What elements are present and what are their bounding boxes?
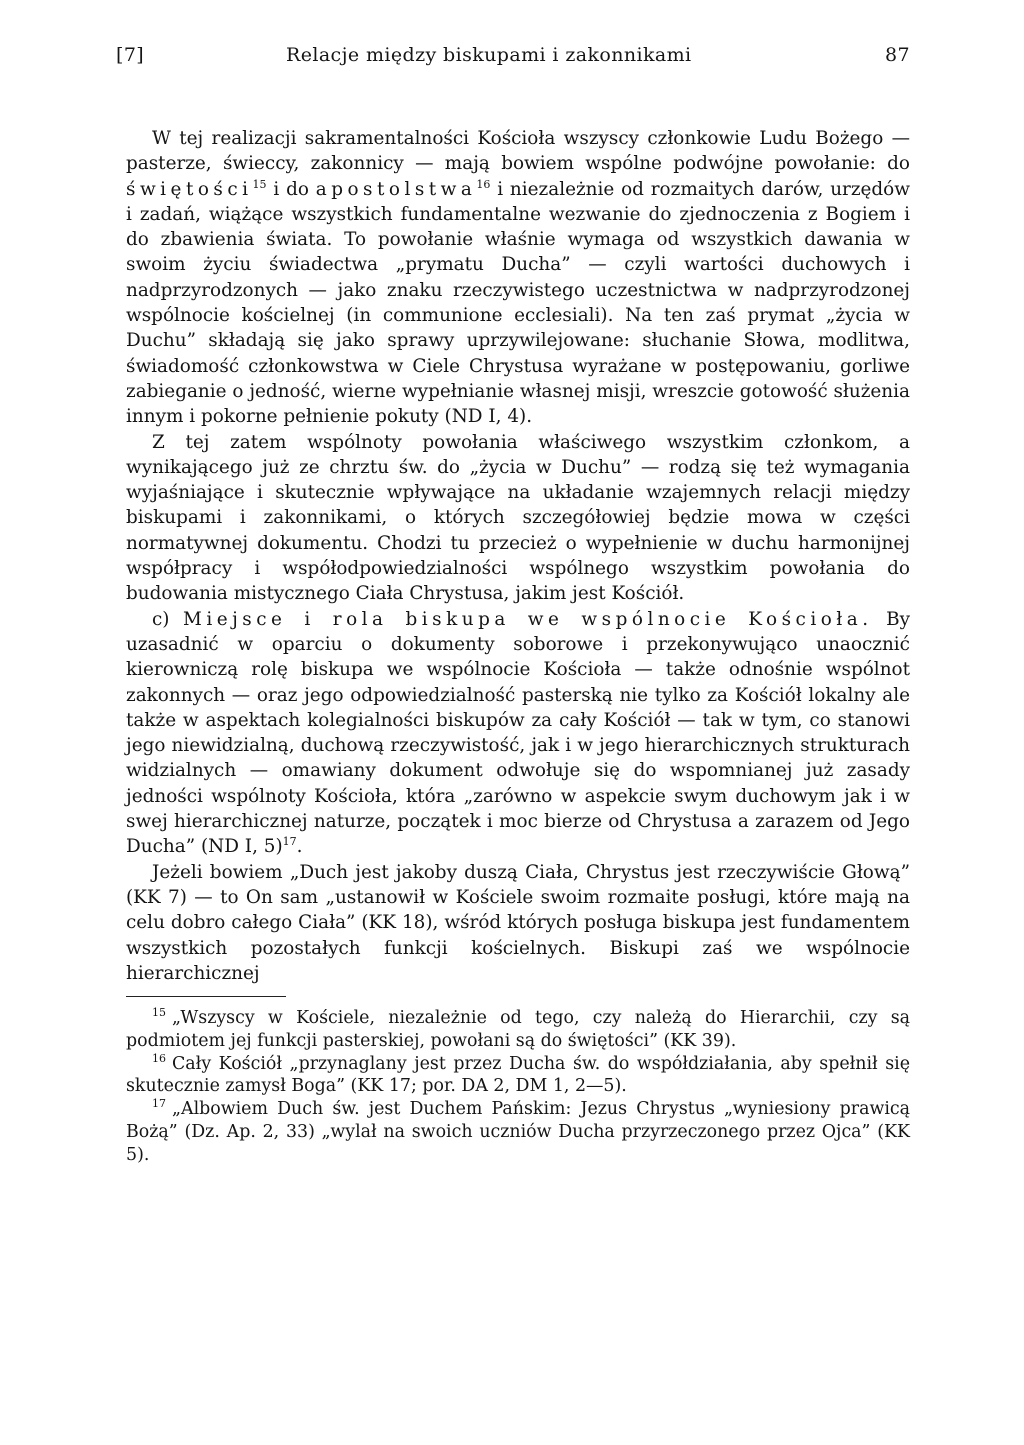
paragraph-text: By uzasadnić w oparciu o dokumenty soborowe i przekonywująco unaocznić kierowniczą rolę biskupa we wspólnocie Kościoła — także odnośnie wspólnot zakonnych — oraz jego odpowiedzialność pasterską nie tylko za Kościół lokalny ale także w aspektach kolegialności biskupów za cały Kościół — tak w tym, co stanowi jego niewidzialną, duchową rzeczywistość, jak i w jego hierarchicznych strukturach widzialnych — omawiany dokument odwołuje się do wspomnianej już zasady jedności wspólnoty Kościoła, która „zarówno w aspekcie swym duchowym jak i w swej hierarchicznej naturze, początek i moc bierze od Chrystusa a zarazem od Jego Ducha” (ND I, 5) [126, 608, 910, 858]
chapter-number: [7] [116, 44, 145, 66]
footnote-divider [126, 996, 286, 997]
paragraph-text: W tej realizacji sakramentalności Kościoła wszyscy członkowie Ludu Bożego — pasterze, świeccy, zakonnicy — mają bowiem wspólne podwójne powołanie: do [126, 128, 910, 175]
paragraph-end: . [296, 836, 303, 858]
footnote-text: Cały Kościół „przynaglany jest przez Ducha św. do współdziałania, aby spełnił się skutecznie zamysł Boga” (KK 17; por. DA 2, DM 1, 2—5). [126, 1053, 910, 1097]
emphasized-term: świętości [126, 178, 253, 200]
paragraph-1 [126, 126, 910, 430]
emphasized-term: apostolstwa [315, 178, 477, 200]
running-header [116, 38, 910, 78]
footnote-text: „Wszyscy w Kościele, niezależnie od tego, czy należą do Hierarchii, czy są podmiotem jej funkcji pasterskiej, powołani są do świętości” (KK 39). [126, 1008, 910, 1051]
main-text [126, 126, 910, 986]
paragraph-text: i do [266, 178, 316, 200]
running-title: Relacje między biskupami i zakonnikami [286, 44, 692, 66]
footnote-15 [126, 1007, 910, 1053]
footnote-17 [126, 1098, 910, 1166]
paragraph-4: Jeżeli bowiem „Duch jest jakoby duszą Ciała, Chrystus jest rzeczywiście Głową” (KK 7) — to On sam „ustanowił w Kościele swoim rozmaite posługi, które mają na celu dobro całego Ciała” (KK 18), wśród których posługa biskupa jest fundamentem wszystkich pozostałych funkcji kościelnych. Biskupi zaś we wspólnocie hierarchicznej [126, 861, 910, 984]
section-label: c) [152, 608, 183, 630]
footnote-number: 16 [152, 1051, 166, 1065]
footnotes [126, 1007, 910, 1167]
paragraph-2: Z tej zatem wspólnoty powołania właściwego wszystkim członkom, a wynikającego już ze chrztu św. do „życia w Duchu” — rodzą się też wymagania wyjaśniające i skutecznie wpływające na układanie wzajemnych relacji między biskupami i zakonnikami, o których szczegółowiej będzie mowa w części normatywnej dokumentu. Chodzi tu przecież o wypełnienie w duchu harmonijnej współpracy i współodpowiedzialności wspólnego wszystkim powołania do budowania mistycznego Ciała Chrystusa, jakim jest Kościół. [126, 431, 910, 605]
book-page [116, 38, 910, 1167]
footnote-ref-16: 16 [476, 177, 491, 191]
paragraph-text: i niezależnie od rozmaitych darów, urzędów i zadań, wiążące wszystkich fundamentalne wezwanie do zjednoczenia z Bogiem i do zbawienia świata. To powołanie właśnie wymaga od wszystkich dawania w swoim życiu świadectwa „prymatu Ducha” — czyli wartości duchowych i nadprzyrodzonych — jako znaku rzeczywistego uczestnictwa w nadprzyrodzonej wspólnocie kościelnej (in communione ecclesiali). Na ten zaś prymat „życia w Duchu” składają się jako sprawy uprzywilejowane: słuchanie Słowa, modlitwa, świadomość członkowstwa w Ciele Chrystusa wyrażane w postępowaniu, gorliwe zabieganie o jedność, wierne wypełnianie własnej misji, wreszcie gotowość służenia innym i pokorne pełnienie pokuty (ND I, 4). [126, 178, 910, 428]
page-number: 87 [885, 44, 910, 66]
footnote-text: „Albowiem Duch św. jest Duchem Pańskim: Jezus Chrystus „wyniesiony prawicą Bożą” (Dz. Ap. 2, 33) „wylał na swoich uczniów Ducha przyrzeczonego przez Ojca” (KK 5). [126, 1099, 910, 1165]
section-heading: Miejsce i rola biskupa we wspólnocie Kościoła. [182, 608, 873, 630]
paragraph-3 [126, 607, 910, 860]
footnote-ref-15: 15 [252, 177, 267, 191]
footnote-16 [126, 1053, 910, 1099]
footnote-number: 17 [152, 1097, 166, 1111]
footnote-ref-17: 17 [282, 835, 297, 849]
footnote-number: 15 [152, 1006, 166, 1020]
